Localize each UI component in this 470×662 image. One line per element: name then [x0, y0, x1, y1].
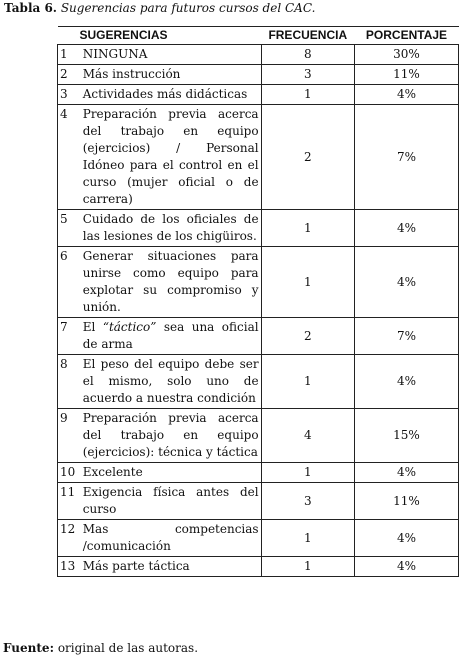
row-percentage: 4%	[354, 520, 458, 557]
row-frequency: 1	[261, 355, 354, 409]
row-suggestion	[83, 318, 261, 355]
table-row	[58, 318, 459, 355]
row-frequency: 3	[261, 65, 354, 85]
row-suggestion: Preparación previa acerca del trabajo en equipo (ejercicios): técnica y táctica	[83, 409, 261, 463]
row-number: 8	[58, 355, 83, 409]
row-number: 4	[58, 105, 83, 210]
table-caption	[4, 0, 315, 16]
row-suggestion: Generar situaciones para unirse como equipo para explotar su compromiso y unión.	[83, 247, 261, 318]
row-percentage: 30%	[354, 45, 458, 65]
row-percentage: 4%	[354, 355, 458, 409]
table-row	[58, 85, 459, 105]
header-frecuencia: FRECUENCIA	[261, 27, 354, 45]
row-suggestion: Más instrucción	[83, 65, 261, 85]
row-suggestion: Preparación previa acerca del trabajo en equipo (ejercicios) / Personal Idóneo para el control en el curso (mujer oficial o de carrera)	[83, 105, 261, 210]
row-frequency: 1	[261, 463, 354, 483]
row-suggestion: NINGUNA	[83, 45, 261, 65]
row-percentage: 4%	[354, 463, 458, 483]
table-row	[58, 463, 459, 483]
table-row	[58, 105, 459, 210]
row-suggestion: Exigencia física antes del curso	[83, 483, 261, 520]
row-frequency: 2	[261, 318, 354, 355]
row-number: 9	[58, 409, 83, 463]
row-number: 12	[58, 520, 83, 557]
row-percentage: 11%	[354, 65, 458, 85]
row-number: 3	[58, 85, 83, 105]
row-percentage: 4%	[354, 557, 458, 577]
row-suggestion: Cuidado de los oficiales de las lesiones de los chigüiros.	[83, 210, 261, 247]
row-number: 5	[58, 210, 83, 247]
header-sugerencias: SUGERENCIAS	[58, 27, 262, 45]
row-suggestion: El peso del equipo debe ser el mismo, solo uno de acuerdo a nuestra condición	[83, 355, 261, 409]
row-number: 11	[58, 483, 83, 520]
row-suggestion: Mas competencias /comunicación	[83, 520, 261, 557]
suggestions-table	[57, 26, 459, 577]
row-percentage: 11%	[354, 483, 458, 520]
row-frequency: 4	[261, 409, 354, 463]
row-frequency: 8	[261, 45, 354, 65]
row-percentage: 7%	[354, 318, 458, 355]
caption-label: Tabla 6.	[4, 1, 57, 15]
row-number: 6	[58, 247, 83, 318]
row-frequency: 1	[261, 247, 354, 318]
row-frequency: 1	[261, 520, 354, 557]
row-frequency: 1	[261, 85, 354, 105]
table-row	[58, 210, 459, 247]
suggestion-text-end: sea una oficial de arma	[82, 320, 259, 351]
table-row	[58, 355, 459, 409]
table-row	[58, 520, 459, 557]
row-percentage: 4%	[354, 85, 458, 105]
table-row	[58, 45, 459, 65]
row-frequency: 1	[261, 210, 354, 247]
row-number: 7	[58, 318, 83, 355]
table-source	[3, 640, 198, 656]
suggestion-text-start: El	[82, 320, 103, 334]
table-row	[58, 247, 459, 318]
row-percentage: 15%	[354, 409, 458, 463]
row-suggestion: Actividades más didácticas	[83, 85, 261, 105]
table-row	[58, 409, 459, 463]
row-number: 13	[58, 557, 83, 577]
source-text: original de las autoras.	[54, 641, 199, 655]
table-row	[58, 557, 459, 577]
source-label: Fuente:	[3, 641, 54, 655]
table-row	[58, 65, 459, 85]
row-frequency: 2	[261, 105, 354, 210]
row-percentage: 7%	[354, 105, 458, 210]
row-percentage: 4%	[354, 210, 458, 247]
row-number: 10	[58, 463, 83, 483]
row-suggestion: Excelente	[83, 463, 261, 483]
table-row	[58, 483, 459, 520]
suggestion-text-emphasis: “táctico”	[102, 320, 157, 334]
row-number: 2	[58, 65, 83, 85]
table-header-row	[58, 27, 459, 45]
header-porcentaje: PORCENTAJE	[354, 27, 458, 45]
caption-title: Sugerencias para futuros cursos del CAC.	[60, 1, 316, 15]
row-frequency: 3	[261, 483, 354, 520]
row-percentage: 4%	[354, 247, 458, 318]
row-frequency: 1	[261, 557, 354, 577]
row-number: 1	[58, 45, 83, 65]
row-suggestion: Más parte táctica	[83, 557, 261, 577]
